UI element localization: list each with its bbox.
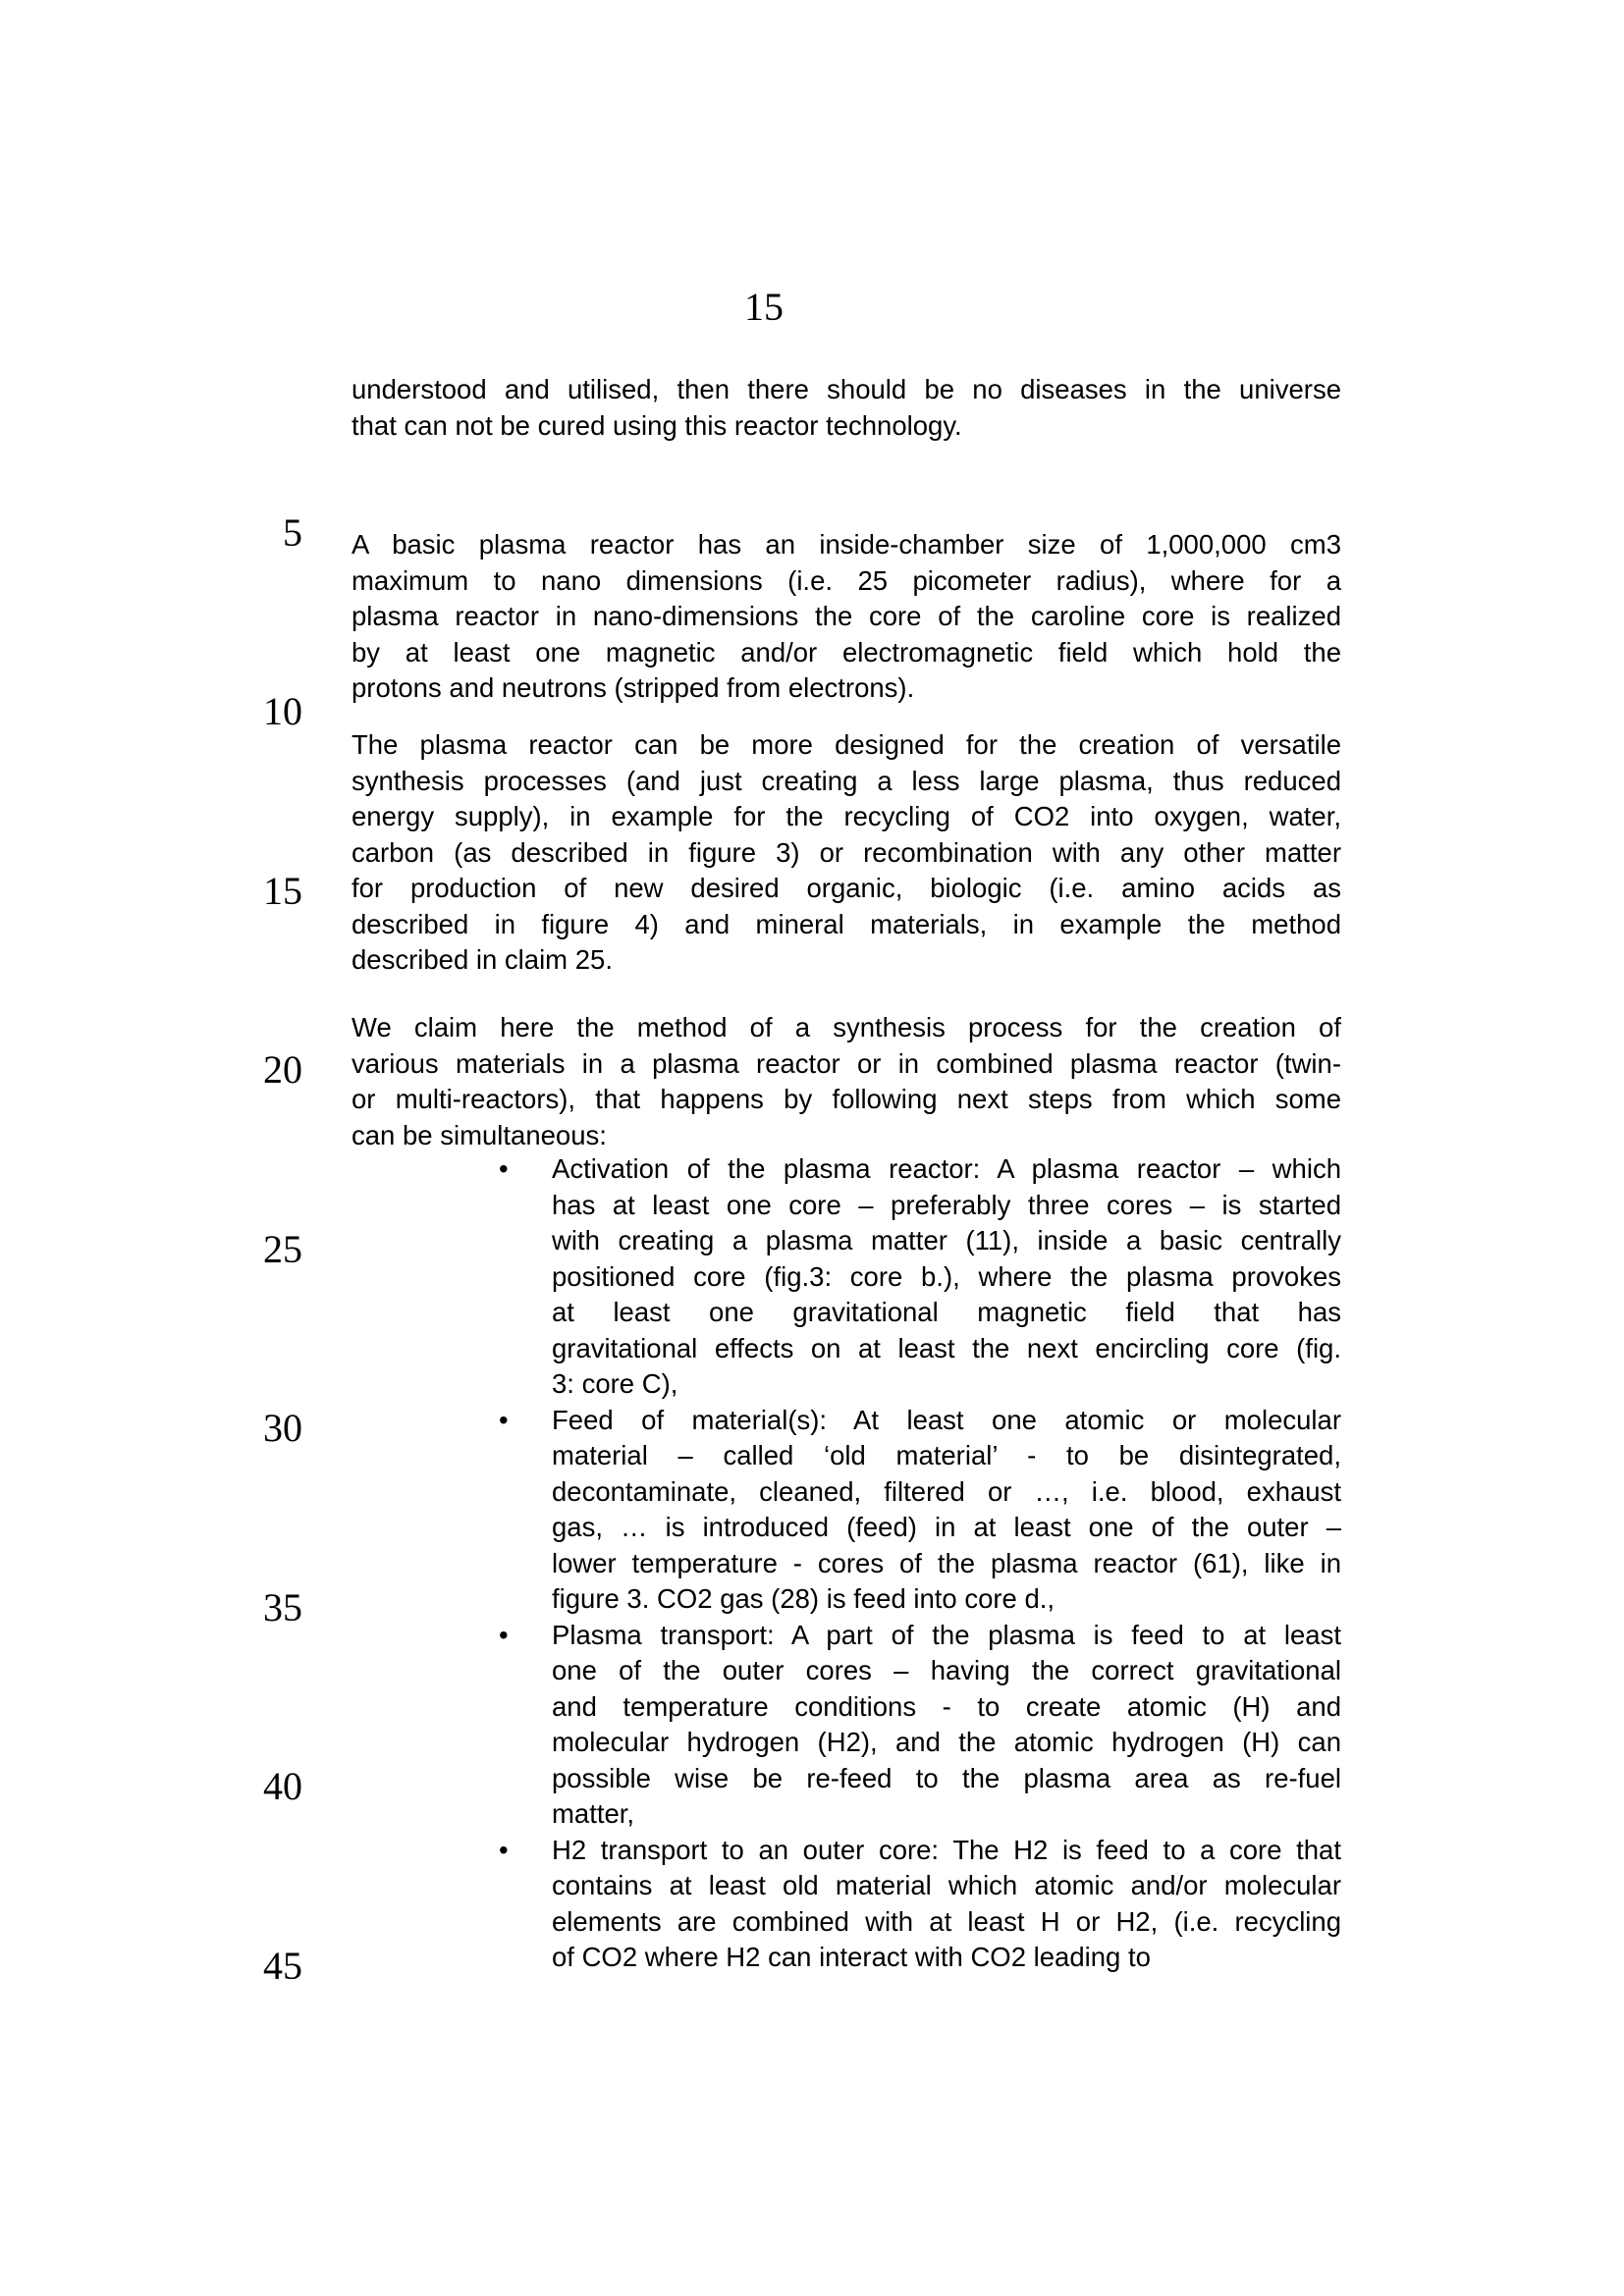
bullet-icon: •	[499, 1834, 509, 1865]
text-line: matter,	[552, 1798, 635, 1829]
text-line: H2 transport to an outer core: The H2 is feed to a core that	[552, 1834, 1341, 1865]
line-number-5: 5	[283, 510, 302, 555]
text-line: figure 3. CO2 gas (28) is feed into core d.,	[552, 1583, 1056, 1614]
bullet-icon: •	[499, 1153, 509, 1184]
text-line: Activation of the plasma reactor: A plasma reactor – which	[552, 1153, 1341, 1184]
line-number-30: 30	[263, 1406, 302, 1450]
text-line: gas, … is introduced (feed) in at least one of the outer –	[552, 1512, 1341, 1542]
text-line: plasma reactor in nano-dimensions the core of the caroline core is realized	[352, 601, 1341, 631]
paragraph-intro	[352, 372, 1341, 444]
text-line: A basic plasma reactor has an inside-chamber size of 1,000,000 cm3	[352, 529, 1341, 560]
line-number-35: 35	[263, 1585, 302, 1629]
text-line: We claim here the method of a synthesis process for the creation of	[352, 1012, 1341, 1042]
list-item-activation	[352, 1151, 1341, 1403]
list-item-h2-transport	[352, 1833, 1341, 1976]
text-line: described in claim 25.	[352, 944, 613, 975]
bullet-icon: •	[499, 1619, 509, 1650]
paragraph-versatile-synthesis	[352, 727, 1341, 979]
text-line: with creating a plasma matter (11), inside a basic centrally	[552, 1225, 1341, 1255]
list-item-text	[552, 1403, 1341, 1618]
text-line: various materials in a plasma reactor or in combined plasma reactor (twin-	[352, 1047, 1341, 1079]
text-line: carbon (as described in figure 3) or recombination with any other matter	[352, 836, 1341, 868]
text-line: for production of new desired organic, biologic (i.e. amino acids as	[352, 873, 1341, 903]
line-number-45: 45	[263, 1944, 302, 1988]
text-line: can be simultaneous:	[352, 1119, 607, 1150]
text-line: described in figure 4) and mineral materials, in example the method	[352, 908, 1341, 939]
text-line: energy supply), in example for the recycling of CO2 into oxygen, water,	[352, 801, 1341, 831]
text-line: lower temperature - cores of the plasma reactor (61), like in	[552, 1547, 1341, 1578]
text-line: material – called ‘old material’ - to be disintegrated,	[552, 1440, 1341, 1470]
bullet-icon: •	[499, 1404, 509, 1435]
line-number-20: 20	[263, 1047, 302, 1092]
line-number-25: 25	[263, 1227, 302, 1271]
list-item-text	[552, 1151, 1341, 1403]
text-line: by at least one magnetic and/or electromagnetic field which hold the	[352, 636, 1341, 667]
text-line: has at least one core – preferably three cores – is started	[552, 1189, 1341, 1220]
text-line: or multi-reactors), that happens by following next steps from which some	[352, 1084, 1341, 1114]
paragraph-basic-reactor	[352, 527, 1341, 707]
claim-steps-list	[352, 1151, 1341, 1976]
list-item-text	[552, 1833, 1341, 1976]
text-line: of CO2 where H2 can interact with CO2 leading to	[552, 1942, 1151, 1972]
list-item-feed-material	[352, 1403, 1341, 1618]
text-line: possible wise be re-feed to the plasma area as re-fuel	[552, 1762, 1341, 1793]
text-line: 3: core C),	[552, 1368, 678, 1399]
text-line: positioned core (fig.3: core b.), where the plasma provokes	[552, 1260, 1341, 1292]
text-line: gravitational effects on at least the next encircling core (fig.	[552, 1332, 1341, 1363]
text-line: decontaminate, cleaned, filtered or …, i.e. blood, exhaust	[552, 1475, 1341, 1507]
paragraph-claim-intro	[352, 1010, 1341, 1153]
text-line: one of the outer cores – having the correct gravitational	[552, 1655, 1341, 1685]
text-line: and temperature conditions - to create atomic (H) and	[552, 1690, 1341, 1722]
list-item-text	[552, 1618, 1341, 1833]
text-line: that can not be cured using this reactor technology.	[352, 409, 962, 441]
text-line: maximum to nano dimensions (i.e. 25 picometer radius), where for a	[352, 564, 1341, 596]
text-line: synthesis processes (and just creating a less large plasma, thus reduced	[352, 765, 1341, 796]
text-line: at least one gravitational magnetic field that has	[552, 1297, 1341, 1327]
text-line: contains at least old material which atomic and/or molecular	[552, 1870, 1341, 1900]
text-line: understood and utilised, then there should be no diseases in the universe	[352, 374, 1341, 404]
text-line: protons and neutrons (stripped from electrons).	[352, 672, 915, 703]
line-number-15: 15	[263, 869, 302, 913]
text-line: molecular hydrogen (H2), and the atomic hydrogen (H) can	[552, 1727, 1341, 1757]
text-line: The plasma reactor can be more designed for the creation of versatile	[352, 729, 1341, 760]
text-line: elements are combined with at least H or H2, (i.e. recycling	[552, 1905, 1341, 1937]
text-line: Plasma transport: A part of the plasma is feed to at least	[552, 1619, 1341, 1650]
text-line: Feed of material(s): At least one atomic or molecular	[552, 1404, 1341, 1435]
line-number-40: 40	[263, 1764, 302, 1808]
page-number: 15	[744, 285, 784, 329]
line-number-10: 10	[263, 689, 302, 733]
list-item-plasma-transport	[352, 1618, 1341, 1833]
